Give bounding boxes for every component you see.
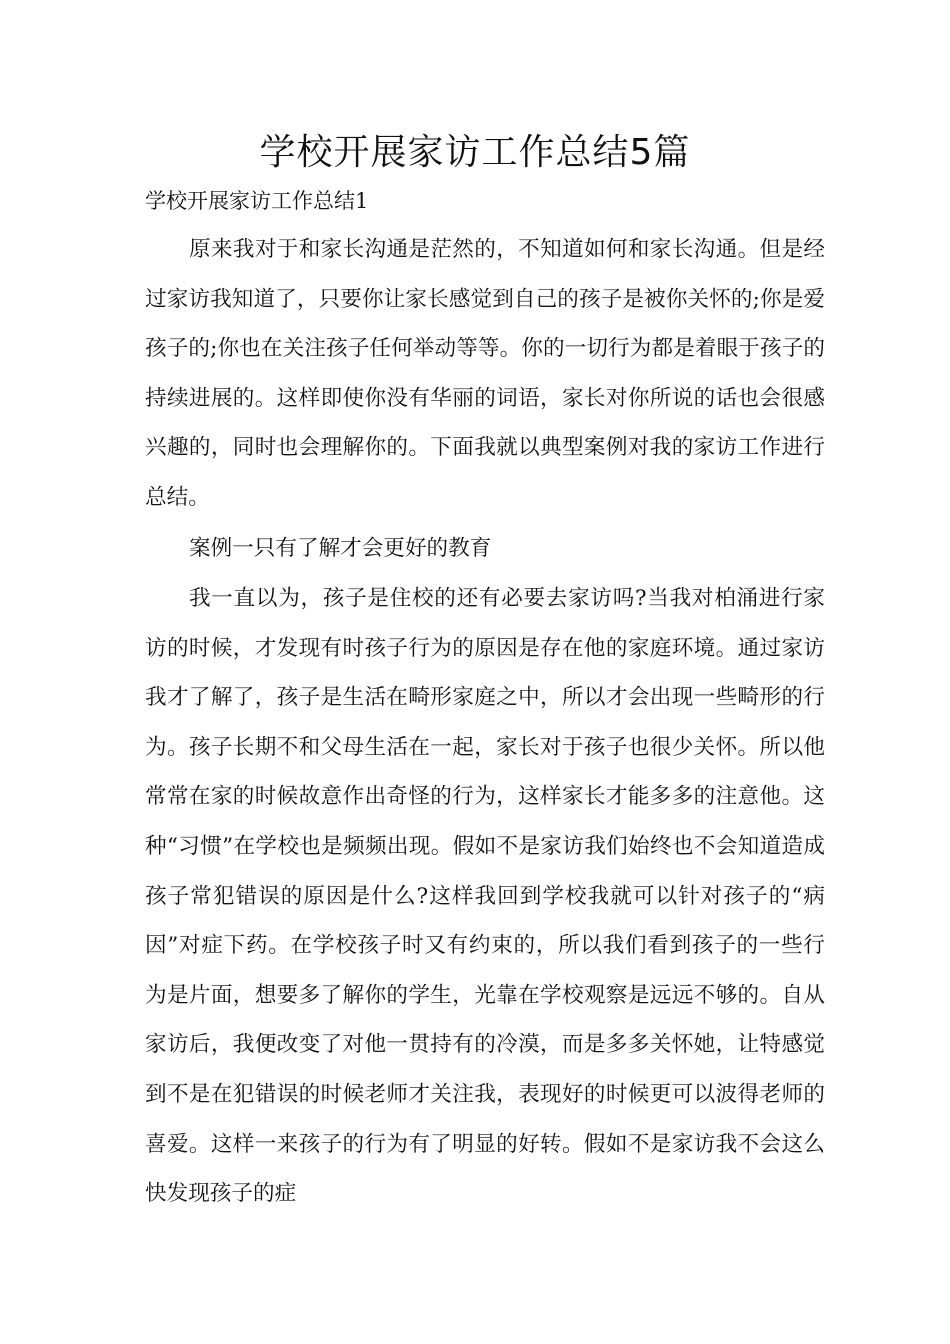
paragraph-case-body: 我一直以为，孩子是住校的还有必要去家访吗?当我对柏涌进行家访的时候，才发现有时孩子行为的原因是存在他的家庭环境。通过家访我才了解了，孩子是生活在畸形家庭之中，所以才会出现一些畸形的行为。孩子长期不和父母生活在一起，家长对于孩子也很少关怀。所以他常常在家的时候故意作出奇怪的行为，这样家长才能多多的注意他。这种“习惯”在学校也是频频出现。假如不是家访我们始终也不会知道造成孩子常犯错误的原因是什么?这样我回到学校我就可以针对孩子的“病因”对症下药。在学校孩子时又有约束的，所以我们看到孩子的一些行为是片面，想要多了解你的学生，光靠在学校观察是远远不够的。自从家访后，我便改变了对他一贯持有的冷漠，而是多多关怀她，让特感觉到不是在犯错误的时候老师才关注我，表现好的时候更可以波得老师的喜爱。这样一来孩子的行为有了明显的好转。假如不是家访我不会这么快发现孩子的症 [145,586,825,1207]
paragraph-case-heading: 案例一只有了解才会更好的教育 [189,536,492,561]
document-title: 学校开展家访工作总结5篇 [259,132,691,173]
section-heading: 学校开展家访工作总结1 [145,189,369,213]
paragraph-intro: 原来我对于和家长沟通是茫然的，不知道如何和家长沟通。但是经过家访我知道了，只要你让家长感觉到自己的孩子是被你关怀的;你是爱孩子的;你也在关注孩子任何举动等等。你的一切行为都是着眼于孩子的持续进展的。这样即使你没有华丽的词语，家长对你所说的话也会很感兴趣的，同时也会理解你的。下面我就以典型案例对我的家访工作进行总结。 [145,237,825,510]
